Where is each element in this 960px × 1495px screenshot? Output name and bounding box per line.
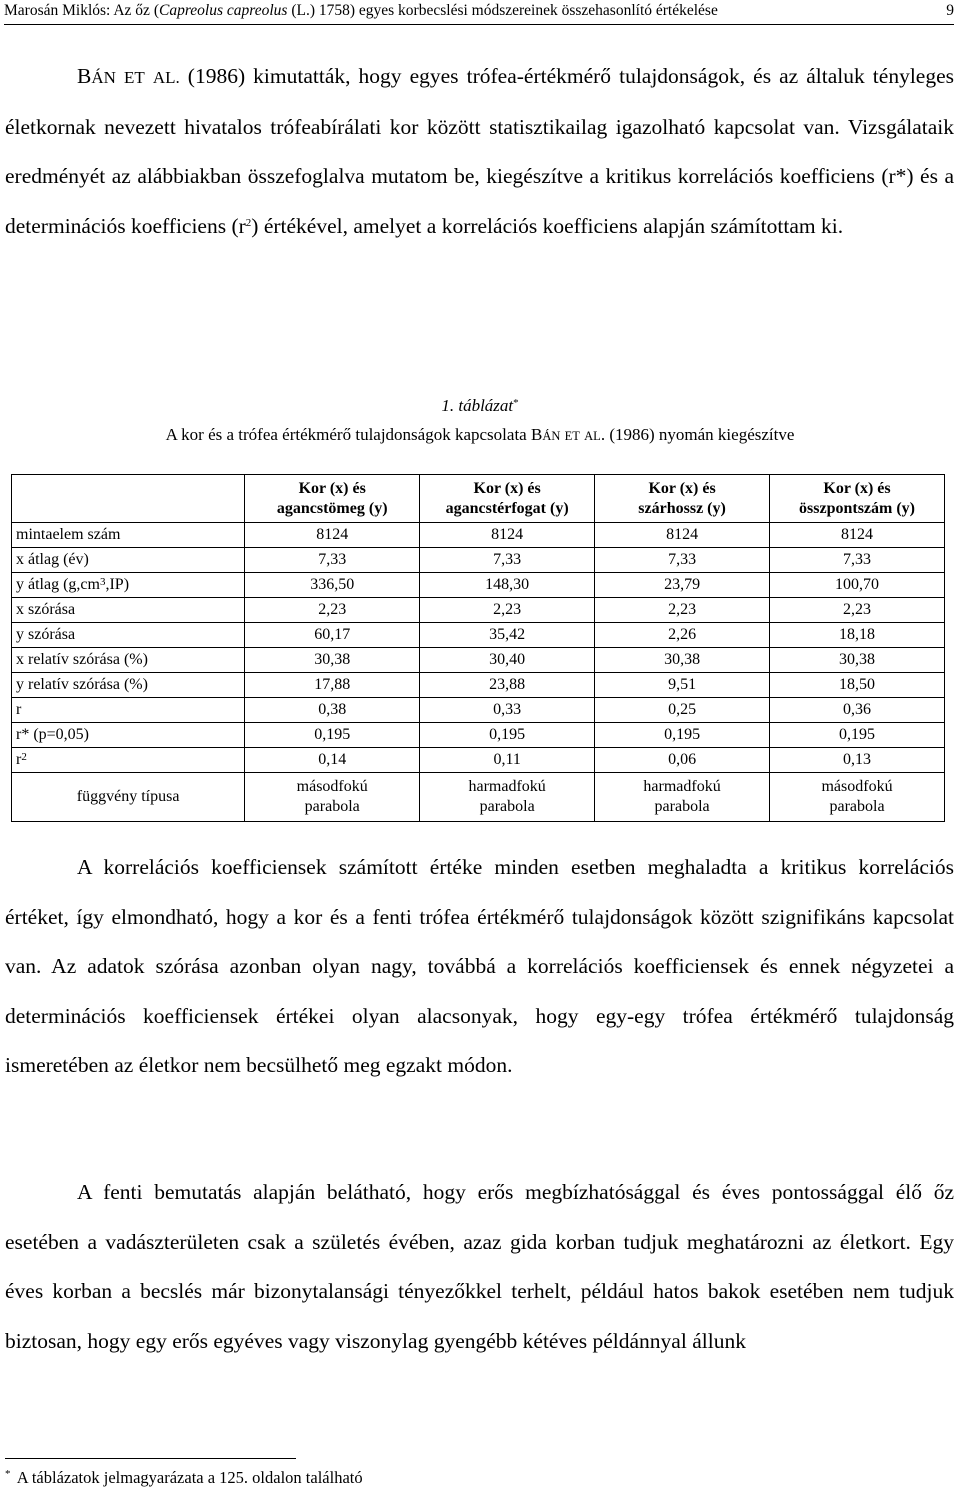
table-cell: 0,33 (420, 698, 595, 723)
footnote-separator (5, 1458, 296, 1459)
row-label: y szórása (12, 623, 245, 648)
table-cell: 7,33 (770, 548, 945, 573)
row-label: r (12, 698, 245, 723)
table-cell: 2,23 (420, 598, 595, 623)
conclusion-paragraph: A korrelációs koefficiensek számított értéke minden esetben meghaladta a kritikus korrelációs értéket, így elmondható, hogy a kor és a fenti trófea értékmérő tulajdonságok között szignifikáns kapcsolat van. Az adatok szórása azonban olyan nagy, továbbá a korrelációs koefficiensek és ennek négyzetei a determinációs koefficiensek értékei olyan alacsonyak, hogy egy-egy trófea értékmérő tulajdonság ismeretében az életkor nem becsülhető meg egzakt módon. (5, 855, 954, 1077)
table-row (12, 698, 945, 723)
table-caption-title: A kor és a trófea értékmérő tulajdonságok kapcsolata BÁN ET AL. (1986) nyomán kiegészítve (165, 425, 795, 444)
table-cell: 0,38 (245, 698, 420, 723)
table-cell: 2,23 (245, 598, 420, 623)
table-cell: 0,13 (770, 748, 945, 773)
table-cell: 2,26 (595, 623, 770, 648)
row-label: y átlag $(g,cm^3,IP)$ (12, 573, 245, 598)
running-header (4, 0, 954, 25)
row-label: r* (p=0,05) (12, 723, 245, 748)
page-number: 9 (946, 2, 954, 19)
table-cell: 35,42 (420, 623, 595, 648)
table-cell: 0,195 (595, 723, 770, 748)
table-cell: 0,195 (245, 723, 420, 748)
table-cell: 7,33 (595, 548, 770, 573)
table-cell: 17,88 (245, 673, 420, 698)
table-cell: 0,11 (420, 748, 595, 773)
table-cell: 8124 (595, 523, 770, 548)
table-row-function-type (12, 773, 945, 822)
table-cell: 8124 (770, 523, 945, 548)
table-cell: másodfokú parabola (245, 773, 420, 822)
correlation-table (11, 474, 945, 822)
table-row (12, 673, 945, 698)
table-cell: 7,33 (420, 548, 595, 573)
table-cell: 0,14 (245, 748, 420, 773)
table-header-empty (12, 475, 245, 523)
table-row (12, 523, 945, 548)
table-cell: 0,195 (770, 723, 945, 748)
table-cell: 23,88 (420, 673, 595, 698)
row-label: x átlag (év) (12, 548, 245, 573)
table-row (12, 548, 945, 573)
table-cell: 9,51 (595, 673, 770, 698)
table-cell: 8124 (245, 523, 420, 548)
table-row (12, 598, 945, 623)
author-citation: BÁN ET AL. (77, 64, 180, 88)
table-header-cell: Kor (x) és agancstérfogat (y) (420, 475, 595, 523)
table-cell: 100,70 (770, 573, 945, 598)
row-label: x szórása (12, 598, 245, 623)
species-name: Capreolus capreolus (158, 2, 288, 19)
table-cell: 148,30 (420, 573, 595, 598)
table-cell: harmadfokú parabola (595, 773, 770, 822)
table-cell: 8124 (420, 523, 595, 548)
running-title: Marosán Miklós: Az őz (Capreolus capreolus (L.) 1758) egyes korbecslési módszereinek összehasonlító értékelése (4, 2, 718, 19)
table-header-cell: Kor (x) és szárhossz (y) (595, 475, 770, 523)
table-cell: 0,06 (595, 748, 770, 773)
table-header-cell: Kor (x) és összpontszám (y) (770, 475, 945, 523)
table-header-cell: Kor (x) és agancstömeg (y) (245, 475, 420, 523)
table-cell: 30,40 (420, 648, 595, 673)
table-cell: másodfokú parabola (770, 773, 945, 822)
table-row (12, 748, 945, 773)
table-cell: 30,38 (245, 648, 420, 673)
row-label: $r^2$ (12, 748, 245, 773)
table-cell: 336,50 (245, 573, 420, 598)
table-row (12, 573, 945, 598)
intro-paragraph: BÁN ET AL. (1986) kimutatták, hogy egyes trófea-értékmérő tulajdonságok, és az általuk tényleges életkornak nevezett hivatalos trófeabírálati kor között statisztikailag igazolható kapcsolat van. Vizsgálataik eredményét az alábbiakban összefoglalva mutatom be, kiegészítve a kritikus korrelációs koefficiens (r*) és a determinációs koefficiens $(r^2)$ értékével, amelyet a korrelációs koefficiens alapján számítottam ki. (5, 64, 955, 238)
footnote: * A táblázatok jelmagyarázata a 125. oldalon található (5, 1468, 363, 1487)
table-cell: 18,50 (770, 673, 945, 698)
table-cell: 0,36 (770, 698, 945, 723)
body-paragraph: A fenti bemutatás alapján belátható, hogy erős megbízhatósággal és éves pontossággal élő őz esetében a vadászterületen csak a születés évében, azaz gida korban tudjuk meghatározni az életkort. Egy éves korban a becslés már bizonytalansági tényezőkkel terhelt, például hatos bakok esetében nem tudjuk biztosan, hogy egy erős egyéves vagy viszonylag gyengébb kétéves példánnyal állunk (5, 1180, 954, 1353)
table-cell: harmadfokú parabola (420, 773, 595, 822)
row-label: függvény típusa (12, 773, 245, 822)
table-cell: 2,23 (770, 598, 945, 623)
row-label: mintaelem szám (12, 523, 245, 548)
table-row (12, 623, 945, 648)
table-cell: 60,17 (245, 623, 420, 648)
table-cell: 7,33 (245, 548, 420, 573)
table-cell: 2,23 (595, 598, 770, 623)
table-row (12, 648, 945, 673)
table-header-row (12, 475, 945, 523)
table-cell: 0,195 (420, 723, 595, 748)
row-label: x relatív szórása (%) (12, 648, 245, 673)
table-cell: 0,25 (595, 698, 770, 723)
table-cell: 23,79 (595, 573, 770, 598)
table-row (12, 723, 945, 748)
table-cell: 18,18 (770, 623, 945, 648)
row-label: y relatív szórása (%) (12, 673, 245, 698)
table-cell: 30,38 (595, 648, 770, 673)
table-cell: 30,38 (770, 648, 945, 673)
table-caption-number: 1. táblázat* (441, 396, 519, 415)
